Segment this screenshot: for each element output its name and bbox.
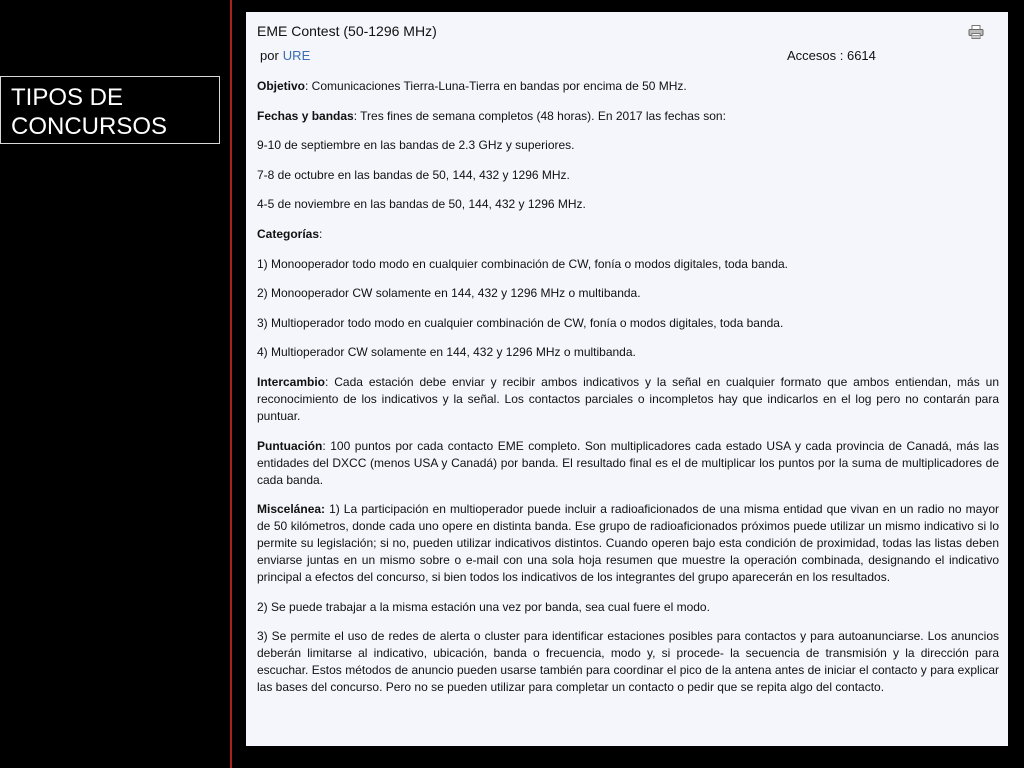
- article-paragraph: [257, 285, 999, 302]
- author-link[interactable]: URE: [282, 48, 311, 63]
- by-label: por: [260, 48, 279, 63]
- article-title: EME Contest (50-1296 MHz): [257, 23, 437, 39]
- article-paragraph: [257, 137, 999, 154]
- paragraph-label: Intercambio: [257, 374, 326, 389]
- views-count: Accesos : 6614: [787, 48, 876, 63]
- paragraph-text: 3) Multioperador todo modo en cualquier combinación de CW, fonía o modos digitales, toda banda.: [257, 315, 784, 330]
- paragraph-label: Objetivo: [257, 79, 306, 93]
- article-paragraph: [257, 315, 999, 332]
- article-paragraph: [257, 344, 999, 361]
- article-paragraph: [257, 226, 999, 243]
- paragraph-text: : 100 puntos por cada contacto EME completo. Son multiplicadores cada estado USA y cada provincia de Canadá, más las entidades del DXCC (menos USA y Canadá) por banda. El resultado final es el de multiplicar los puntos por la suma de multiplicadores de cada banda.: [257, 438, 999, 487]
- article-paragraph: [257, 628, 999, 696]
- paragraph-text: : Tres fines de semana completos (48 horas). En 2017 las fechas son:: [353, 108, 726, 123]
- article-paragraph: [257, 501, 999, 586]
- article-paragraph: [257, 438, 999, 489]
- paragraph-text: 4-5 de noviembre en las bandas de 50, 144, 432 y 1296 MHz.: [257, 197, 586, 212]
- article-paragraph: [257, 256, 999, 273]
- paragraph-label: Puntuación: [257, 438, 323, 453]
- paragraph-text: 7-8 de octubre en las bandas de 50, 144, 432 y 1296 MHz.: [257, 167, 570, 182]
- author-byline: [260, 48, 310, 63]
- vertical-divider-line: [230, 0, 232, 768]
- paragraph-text: 2) Monooperador CW solamente en 144, 432 y 1296 MHz o multibanda.: [257, 286, 641, 301]
- paragraph-label: Fechas y bandas: [257, 108, 354, 123]
- paragraph-text: 4) Multioperador CW solamente en 144, 432 y 1296 MHz o multibanda.: [257, 345, 636, 360]
- article-paragraph: [257, 196, 999, 213]
- article-paragraph: [257, 167, 999, 184]
- paragraph-text: : Comunicaciones Tierra-Luna-Tierra en bandas por encima de 50 MHz.: [305, 79, 687, 93]
- paragraph-text: 1) Monooperador todo modo en cualquier combinación de CW, fonía o modos digitales, toda banda.: [257, 256, 788, 271]
- paragraph-text: 9-10 de septiembre en las bandas de 2.3 GHz y superiores.: [257, 138, 575, 153]
- article-paragraph: [257, 78, 999, 95]
- printer-icon[interactable]: [968, 25, 984, 39]
- article-paragraph: [257, 599, 999, 616]
- paragraph-text: :: [319, 226, 323, 241]
- article-meta: [257, 48, 999, 68]
- slide-title: TIPOS DE CONCURSOS: [0, 76, 220, 144]
- article-paragraph: [257, 374, 999, 425]
- paragraph-text: 3) Se permite el uso de redes de alerta o cluster para identificar estaciones posibles para contactos y para autoanunciarse. Los anuncios deberán limitarse al indicativo, ubicación, banda o frecuencia, modo y, si procede- la secuencia de transmisión y la dirección para escuchar. Estos métodos de anuncio pueden usarse también para coordinar el pico de la antena antes de iniciar el contacto y para explicar las bases del concurso. Pero no se pueden utilizar para completar un contacto o pedir que se repita algo del contacto.: [257, 629, 999, 695]
- article-panel: [246, 12, 1008, 746]
- article-paragraph: [257, 108, 999, 125]
- paragraph-text: 2) Se puede trabajar a la misma estación una vez por banda, sea cual fuere el modo.: [257, 599, 710, 614]
- paragraph-text: 1) La participación en multioperador puede incluir a radioaficionados de una misma entidad que vivan en un radio no mayor de 50 kilómetros, donde cada uno opere en distinta banda. Ese grupo de radioaficionados próximos puede utilizar un mismo indicativo si lo permite su legislación; si no, pueden utilizar indicativos distintos. Cuando operen bajo esta condición de proximidad, todas las listas deben enviarse juntas en un mismo sobre o e-mail con una sola hoja resumen que muestre la operación combinada, designando el indicativo principal a efectos del concurso, si bien todos los indicativos de los integrantes del grupo aparecerán en los resultados.: [257, 502, 999, 585]
- paragraph-text: : Cada estación debe enviar y recibir ambos indicativos y la señal en cualquier formato que ambos entiendan, más un reconocimiento de los indicativos y la señal. Los contactos parciales o incompletos hay que indicarlos en el log pero no contarán para puntuar.: [257, 374, 999, 423]
- article-body: [257, 78, 999, 696]
- paragraph-label: Miscelánea:: [257, 502, 326, 517]
- paragraph-label: Categorías: [257, 226, 320, 241]
